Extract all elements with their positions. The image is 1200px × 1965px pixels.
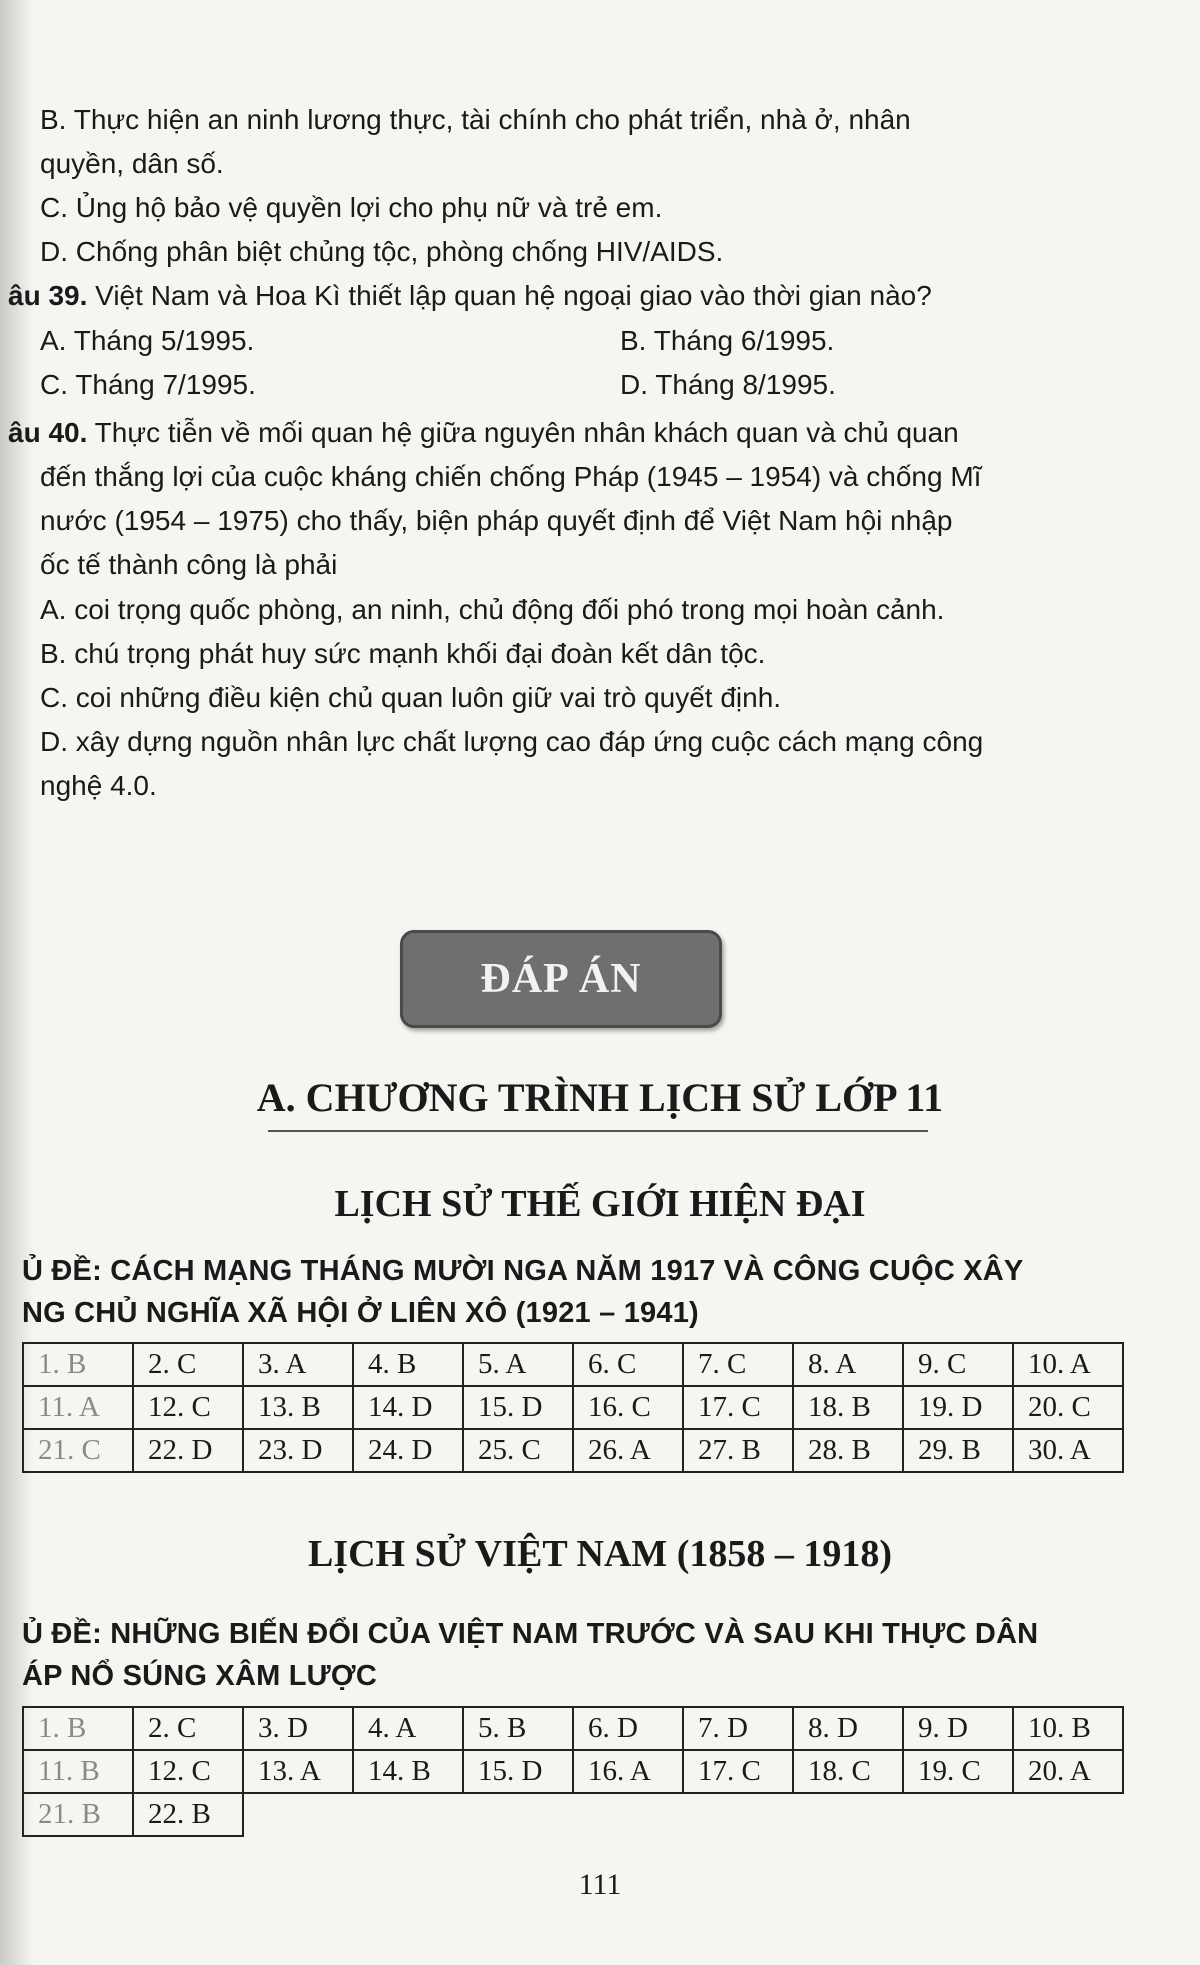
q40-label: âu 40.: [8, 417, 88, 448]
empty-cell: [793, 1793, 903, 1836]
answer-cell: 6. D: [573, 1707, 683, 1750]
answer-cell: 8. A: [793, 1343, 903, 1386]
answer-cell: 2. C: [133, 1707, 243, 1750]
q39-option-b: B. Tháng 6/1995.: [620, 325, 835, 356]
answer-cell: 14. D: [353, 1386, 463, 1429]
page-number: 111: [578, 1868, 622, 1901]
answer-cell: 18. C: [793, 1750, 903, 1793]
empty-cell: [573, 1793, 683, 1836]
empty-cell: [903, 1793, 1013, 1836]
answer-cell: 26. A: [573, 1429, 683, 1472]
topic1-title-line1: Ủ ĐỀ: CÁCH MẠNG THÁNG MƯỜI NGA NĂM 1917 VÀ CÔNG CUỘC XÂY: [22, 1255, 1024, 1287]
answer-cell: 13. A: [243, 1750, 353, 1793]
answer-cell: 19. D: [903, 1386, 1013, 1429]
q40-option-a: A. coi trọng quốc phòng, an ninh, chủ động đối phó trong mọi hoàn cảnh.: [40, 594, 945, 625]
answer-cell: 1. B: [23, 1343, 133, 1386]
section-a-heading: A. CHƯƠNG TRÌNH LỊCH SỬ LỚP 11: [256, 1075, 944, 1120]
answer-cell: 22. B: [133, 1793, 243, 1836]
answer-table-1: [22, 1342, 1124, 1473]
answer-cell: 21. B: [23, 1793, 133, 1836]
world-history-heading: LỊCH SỬ THẾ GIỚI HIỆN ĐẠI: [334, 1183, 866, 1225]
answer-cell: 12. C: [133, 1386, 243, 1429]
answer-cell: 1. B: [23, 1707, 133, 1750]
q40-option-c: C. coi những điều kiện chủ quan luôn giữ vai trò quyết định.: [40, 682, 782, 713]
q40-question-line2: đến thắng lợi của cuộc kháng chiến chống Pháp (1945 – 1954) và chống Mĩ: [40, 461, 982, 492]
answer-cell: 9. C: [903, 1343, 1013, 1386]
answer-cell: 4. A: [353, 1707, 463, 1750]
answer-cell: 12. C: [133, 1750, 243, 1793]
answer-cell: 5. B: [463, 1707, 573, 1750]
empty-cell: [353, 1793, 463, 1836]
table-row: [23, 1750, 1123, 1793]
empty-cell: [243, 1793, 353, 1836]
q40-question-line4: ốc tế thành công là phải: [40, 549, 338, 580]
answer-cell: 4. B: [353, 1343, 463, 1386]
empty-cell: [463, 1793, 573, 1836]
answer-cell: 18. B: [793, 1386, 903, 1429]
table-row: [23, 1707, 1123, 1750]
answer-cell: 17. C: [683, 1750, 793, 1793]
q38-option-c: C. Ủng hộ bảo vệ quyền lợi cho phụ nữ và trẻ em.: [40, 192, 663, 223]
q40-option-b: B. chú trọng phát huy sức mạnh khối đại đoàn kết dân tộc.: [40, 638, 766, 669]
table-row: [23, 1429, 1123, 1472]
answer-key-badge: [400, 930, 722, 1028]
q39-question: [8, 278, 932, 314]
answer-cell: 23. D: [243, 1429, 353, 1472]
answer-cell: 9. D: [903, 1707, 1013, 1750]
q40-option-d-line1: D. xây dựng nguồn nhân lực chất lượng cao đáp ứng cuộc cách mạng công: [40, 726, 984, 757]
answer-cell: 20. A: [1013, 1750, 1123, 1793]
answer-cell: 17. C: [683, 1386, 793, 1429]
answer-key-title: ĐÁP ÁN: [480, 956, 642, 1002]
answer-cell: 10. B: [1013, 1707, 1123, 1750]
q40-question-line1: [8, 415, 959, 451]
answer-cell: 19. C: [903, 1750, 1013, 1793]
q39-option-a: A. Tháng 5/1995.: [40, 325, 255, 356]
topic2-title-line2: ÁP NỔ SÚNG XÂM LƯỢC: [22, 1660, 377, 1692]
answer-cell: 16. A: [573, 1750, 683, 1793]
answer-cell: 7. D: [683, 1707, 793, 1750]
answer-cell: 2. C: [133, 1343, 243, 1386]
answer-cell: 5. A: [463, 1343, 573, 1386]
topic2-title-line1: Ủ ĐỀ: NHỮNG BIẾN ĐỔI CỦA VIỆT NAM TRƯỚC VÀ SAU KHI THỰC DÂN: [22, 1618, 1039, 1650]
q40-text-1: Thực tiễn về mối quan hệ giữa nguyên nhân khách quan và chủ quan: [87, 417, 959, 448]
answer-cell: 15. D: [463, 1386, 573, 1429]
answer-cell: 8. D: [793, 1707, 903, 1750]
q39-option-d: D. Tháng 8/1995.: [620, 369, 836, 400]
q38-option-d: D. Chống phân biệt chủng tộc, phòng chống HIV/AIDS.: [40, 236, 724, 267]
empty-cell: [1013, 1793, 1123, 1836]
answer-cell: 21. C: [23, 1429, 133, 1472]
answer-cell: 13. B: [243, 1386, 353, 1429]
answer-cell: 6. C: [573, 1343, 683, 1386]
q39-option-c: C. Tháng 7/1995.: [40, 369, 256, 400]
answer-cell: 22. D: [133, 1429, 243, 1472]
answer-cell: 11. B: [23, 1750, 133, 1793]
table-row: [23, 1386, 1123, 1429]
answer-cell: 25. C: [463, 1429, 573, 1472]
q38-option-b-line1: B. Thực hiện an ninh lương thực, tài chính cho phát triển, nhà ở, nhân: [40, 104, 911, 135]
q40-question-line3: nước (1954 – 1975) cho thấy, biện pháp quyết định để Việt Nam hội nhập: [40, 505, 953, 536]
answer-cell: 11. A: [23, 1386, 133, 1429]
answer-cell: 24. D: [353, 1429, 463, 1472]
answer-cell: 27. B: [683, 1429, 793, 1472]
answer-cell: 3. D: [243, 1707, 353, 1750]
answer-cell: 20. C: [1013, 1386, 1123, 1429]
table-row: [23, 1793, 1123, 1836]
answer-table-2: [22, 1706, 1124, 1837]
q38-option-b-line2: quyền, dân số.: [40, 148, 224, 179]
answer-cell: 30. A: [1013, 1429, 1123, 1472]
empty-cell: [683, 1793, 793, 1836]
topic1-title-line2: NG CHỦ NGHĨA XÃ HỘI Ở LIÊN XÔ (1921 – 1941): [22, 1297, 699, 1329]
answer-cell: 15. D: [463, 1750, 573, 1793]
q39-label: âu 39.: [8, 280, 88, 311]
answer-cell: 3. A: [243, 1343, 353, 1386]
answer-cell: 28. B: [793, 1429, 903, 1472]
answer-cell: 16. C: [573, 1386, 683, 1429]
q40-option-d-line2: nghệ 4.0.: [40, 770, 157, 801]
table-row: [23, 1343, 1123, 1386]
answer-cell: 29. B: [903, 1429, 1013, 1472]
section-a-underline: [268, 1130, 928, 1132]
answer-cell: 10. A: [1013, 1343, 1123, 1386]
q39-text: Việt Nam và Hoa Kì thiết lập quan hệ ngoại giao vào thời gian nào?: [87, 280, 932, 311]
answer-cell: 7. C: [683, 1343, 793, 1386]
vietnam-history-heading: LỊCH SỬ VIỆT NAM (1858 – 1918): [307, 1533, 893, 1575]
answer-cell: 14. B: [353, 1750, 463, 1793]
